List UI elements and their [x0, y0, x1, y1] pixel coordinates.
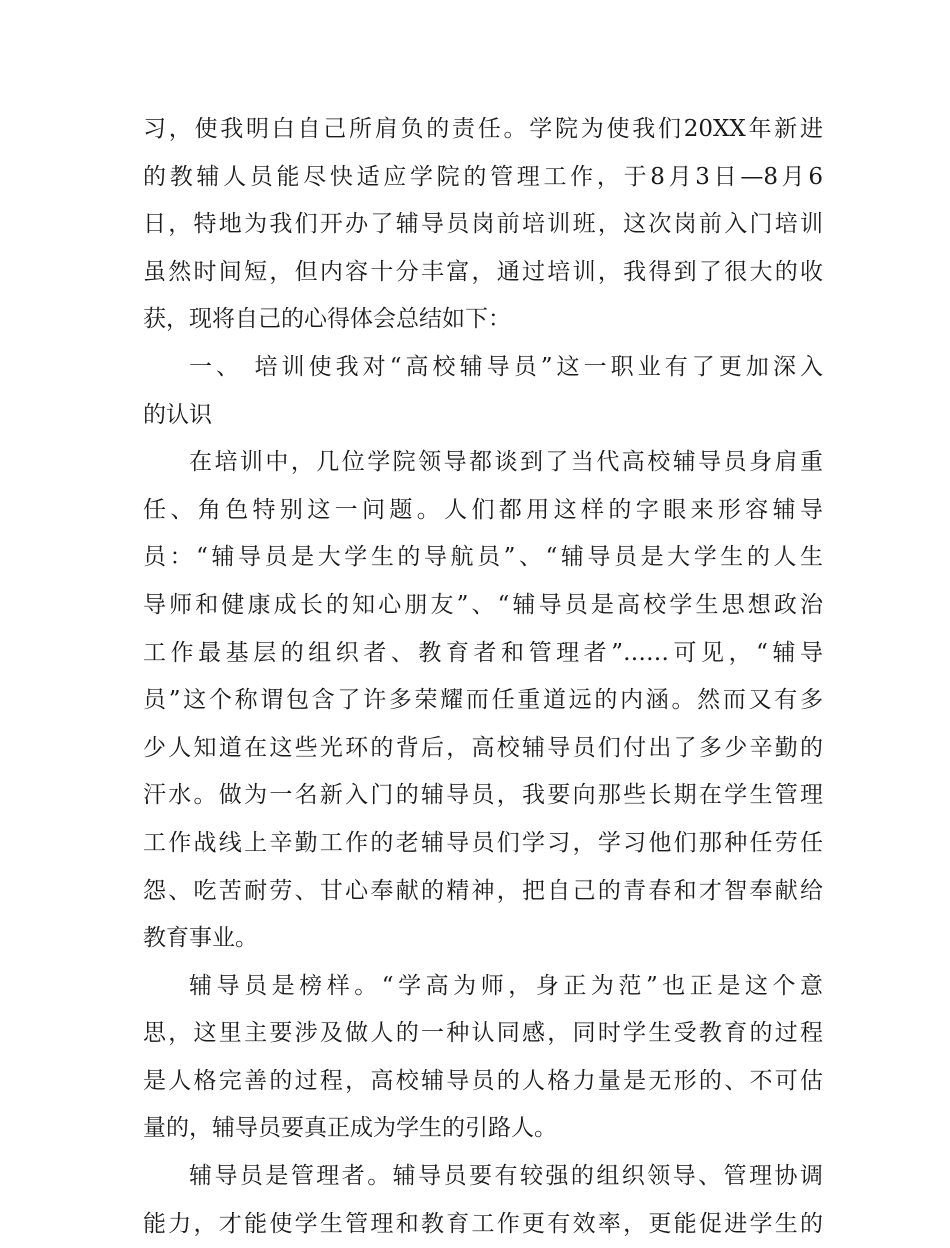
text-line: 在培训中，几位学院领导都谈到了当代高校辅导员身肩重	[189, 449, 823, 476]
text-line: 任、角色特别这一问题。人们都用这样的字眼来形容辅导	[143, 496, 823, 523]
section-heading-line: 一、 培训使我对“高校辅导员”这一职业有了更加深入	[189, 353, 823, 380]
text-line: 虽然时间短，但内容十分丰富，通过培训，我得到了很大的收	[143, 258, 823, 285]
text-line: 汗水。做为一名新入门的辅导员，我要向那些长期在学生管理	[143, 782, 823, 809]
text-line: 获，现将自己的心得体会总结如下：	[143, 306, 511, 333]
section-heading-line: 的认识	[143, 401, 212, 428]
text-line: 员”这个称谓包含了许多荣耀而任重道远的内涵。然而又有多	[143, 687, 823, 714]
text-line: 工作最基层的组织者、教育者和管理者”……可见，“辅导	[143, 639, 823, 666]
text-line: 的教辅人员能尽快适应学院的管理工作，于8月3日—8月6	[143, 163, 823, 190]
text-line: 员：“辅导员是大学生的导航员”、“辅导员是大学生的人生	[143, 544, 823, 571]
text-line: 思，这里主要涉及做人的一种认同感，同时学生受教育的过程	[143, 1020, 823, 1047]
text-line: 辅导员是榜样。“学高为师，身正为范”也正是这个意	[189, 972, 823, 999]
document-body	[143, 106, 823, 1248]
text-line: 导师和健康成长的知心朋友”、“辅导员是高校学生思想政治	[143, 591, 823, 618]
text-line: 日，特地为我们开办了辅导员岗前培训班，这次岗前入门培训	[143, 211, 823, 238]
text-line: 是人格完善的过程，高校辅导员的人格力量是无形的、不可估	[143, 1067, 823, 1094]
text-line: 怨、吃苦耐劳、甘心奉献的精神，把自己的青春和才智奉献给	[143, 877, 823, 904]
text-line: 量的，辅导员要真正成为学生的引路人。	[143, 1115, 557, 1142]
text-line: 工作战线上辛勤工作的老辅导员们学习，学习他们那种任劳任	[143, 829, 823, 856]
text-line: 能力，才能使学生管理和教育工作更有效率，更能促进学生的	[143, 1210, 823, 1237]
text-line: 辅导员是管理者。辅导员要有较强的组织领导、管理协调	[189, 1163, 823, 1190]
text-line: 少人知道在这些光环的背后，高校辅导员们付出了多少辛勤的	[143, 734, 823, 761]
text-line: 教育事业。	[143, 925, 258, 952]
text-line: 习，使我明白自己所肩负的责任。学院为使我们20XX年新进	[143, 116, 823, 142]
